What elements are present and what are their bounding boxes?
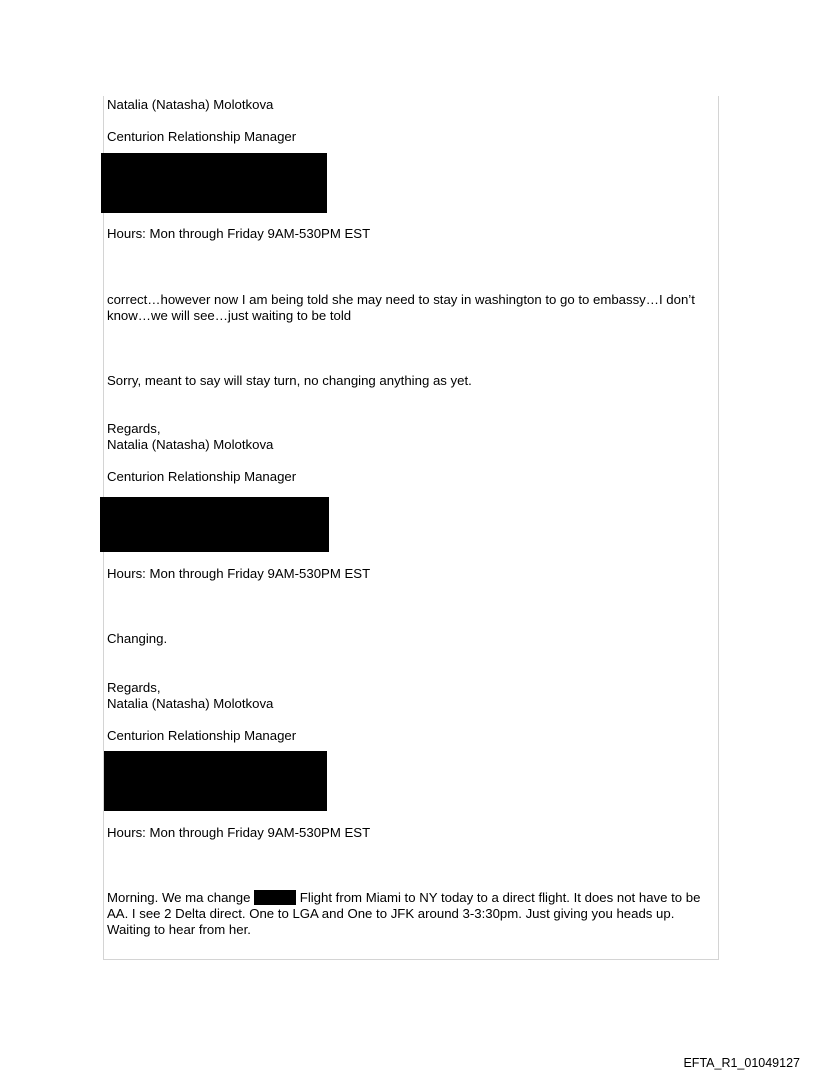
- signature-hours: Hours: Mon through Friday 9AM-530PM EST: [107, 825, 371, 840]
- message-body: [107, 890, 717, 938]
- document-id: EFTA_R1_01049127: [683, 1056, 800, 1070]
- message-body: Sorry, meant to say will stay turn, no changing anything as yet.: [107, 373, 472, 388]
- signature-regards: Regards,: [107, 680, 161, 695]
- signature-name: Natalia (Natasha) Molotkova: [107, 97, 274, 112]
- signature-title: Centurion Relationship Manager: [107, 129, 297, 144]
- signature-hours: Hours: Mon through Friday 9AM-530PM EST: [107, 226, 371, 241]
- signature-title: Centurion Relationship Manager: [107, 469, 297, 484]
- redacted-contact-block: [101, 153, 327, 213]
- redacted-contact-block: [100, 497, 329, 552]
- signature-title: Centurion Relationship Manager: [107, 728, 297, 743]
- signature-name: Natalia (Natasha) Molotkova: [107, 696, 274, 711]
- signature-hours: Hours: Mon through Friday 9AM-530PM EST: [107, 566, 371, 581]
- redacted-contact-block: [104, 751, 327, 811]
- message-body: Changing.: [107, 631, 168, 646]
- signature-name: Natalia (Natasha) Molotkova: [107, 437, 274, 452]
- message-body: correct…however now I am being told she may need to stay in washington to go to embassy…I don’t know…we will see…just waiting to be told: [107, 292, 695, 323]
- signature-regards: Regards,: [107, 421, 161, 436]
- redacted-name: [254, 890, 296, 905]
- message-text: Flight from Miami to NY today to a direct flight. It does not have to be AA. I see 2 Delta direct. One to LGA and One to JFK around 3-3:30pm. Just giving you heads up. Waiting to hear from her.: [107, 890, 701, 937]
- message-text: Morning. We ma change: [107, 890, 255, 905]
